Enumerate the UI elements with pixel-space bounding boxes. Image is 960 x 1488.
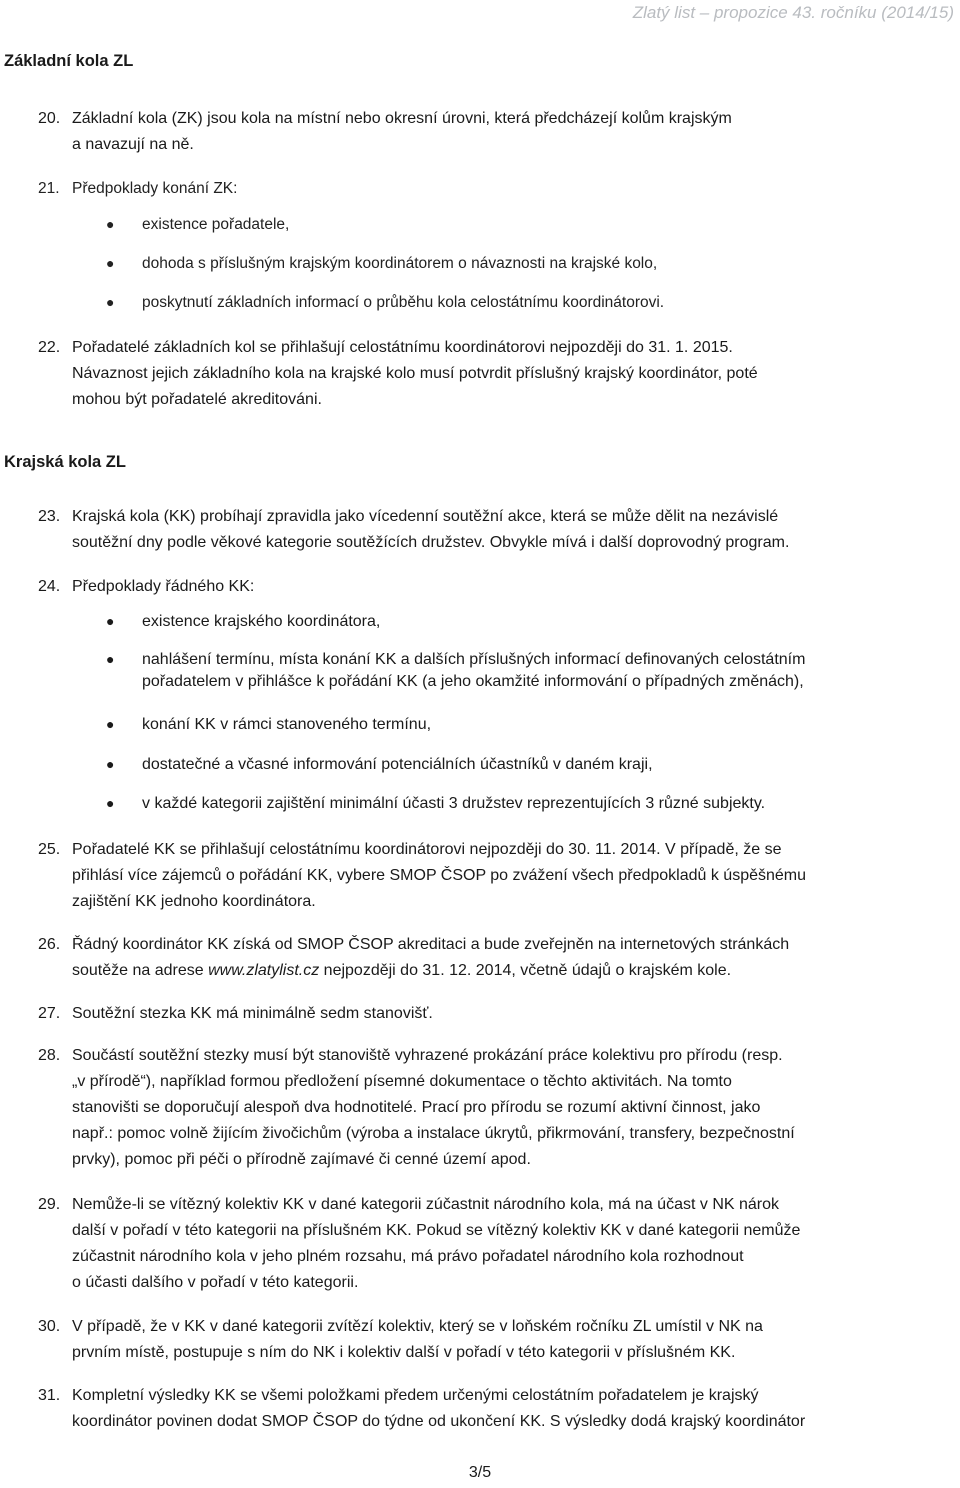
list-item — [106, 651, 805, 695]
bullet-icon: ● — [106, 756, 115, 772]
bullet-icon: ● — [106, 216, 115, 232]
paragraph-line: zúčastnit národního kola v jeho plném rozsahu, má právo pořadatel národního kola rozhodnout — [72, 1248, 744, 1265]
list-item-text: poskytnutí základních informací o průběhu kola celostátnímu koordinátorovi. — [142, 294, 665, 311]
paragraph-25 — [38, 837, 956, 915]
paragraph-line: Kompletní výsledky KK se všemi položkami předem určenými celostátním pořadatelem je krajský — [72, 1387, 759, 1404]
paragraph-line: Návaznost jejich základního kola na krajské kolo musí potvrdit příslušný krajský koordinátor, poté — [72, 365, 758, 382]
paragraph-line: a navazují na ně. — [72, 136, 194, 153]
paragraph-30 — [38, 1314, 956, 1366]
paragraph-line: Předpoklady řádného KK: — [72, 578, 255, 595]
paragraph-line: Nemůže-li se vítězný kolektiv KK v dané kategorii zúčastnit národního kola, má na účast v NK nárok — [72, 1196, 780, 1213]
list-item — [106, 216, 289, 234]
paragraph-22 — [38, 335, 956, 413]
paragraph-number: 25. — [38, 841, 61, 858]
list-item-text: konání KK v rámci stanoveného termínu, — [142, 716, 432, 733]
list-item — [106, 756, 653, 774]
list-item-text: nahlášení termínu, místa konání KK a dalších příslušných informací definovaných celostátním — [142, 651, 806, 668]
list-item — [106, 716, 431, 734]
list-item — [106, 255, 657, 273]
paragraph-number: 21. — [38, 180, 60, 197]
paragraph-29 — [38, 1192, 956, 1296]
paragraph-24 — [38, 574, 956, 600]
section-title-zakladni-kola: Základní kola ZL — [4, 52, 134, 70]
list-item-text: pořadatelem v přihlášce k pořádání KK (a jeho okamžité informování o případných změnách), — [142, 673, 804, 690]
paragraph-28 — [38, 1043, 956, 1173]
paragraph-line: o účasti dalšího v pořadí v této kategorii. — [72, 1274, 359, 1291]
paragraph-number: 22. — [38, 339, 61, 356]
paragraph-line: zajištění KK jednoho koordinátora. — [72, 893, 316, 910]
paragraph-27 — [38, 1001, 956, 1027]
list-item — [106, 613, 380, 631]
bullet-icon: ● — [106, 255, 115, 271]
bullet-icon: ● — [106, 795, 115, 811]
paragraph-number: 23. — [38, 508, 61, 525]
paragraph-line: Soutěžní stezka KK má minimálně sedm stanovišť. — [72, 1005, 433, 1022]
paragraph-31 — [38, 1383, 956, 1435]
paragraph-text: soutěže na adrese — [72, 962, 209, 979]
paragraph-line: Součástí soutěžní stezky musí být stanoviště vyhrazené prokázání práce kolektivu pro přírodu (resp. — [72, 1047, 783, 1064]
paragraph-line: stanovišti se doporučují alespoň dva hodnotitelé. Prací pro přírodu se rozumí aktivní činnost, jako — [72, 1099, 761, 1116]
list-item — [106, 294, 664, 312]
document-header: Zlatý list – propozice 43. ročníku (2014/15) — [632, 3, 954, 22]
list-item-text: dohoda s příslušným krajským koordinátorem o návaznosti na krajské kolo, — [142, 255, 658, 272]
paragraph-line: Řádný koordinátor KK získá od SMOP ČSOP akreditaci a bude zveřejněn na internetových stránkách — [72, 936, 790, 953]
paragraph-line: přihlásí více zájemců o pořádání KK, vybere SMOP ČSOP po zvážení všech předpokladů k úspěšnému — [72, 867, 807, 884]
paragraph-text: nejpozději do 31. 12. 2014, včetně údajů o krajském kole. — [319, 962, 732, 979]
paragraph-number: 31. — [38, 1387, 61, 1404]
paragraph-21 — [38, 176, 956, 202]
paragraph-line: prvky), pomoc při péči o přírodně zajímavé či cenné území apod. — [72, 1151, 531, 1168]
paragraph-line: Krajská kola (KK) probíhají zpravidla jako vícedenní soutěžní akce, která se může dělit na nezávislé — [72, 508, 779, 525]
paragraph-line: prvním místě, postupuje s ním do NK i kolektiv další v pořadí v této kategorii v příslušném KK. — [72, 1344, 736, 1361]
paragraph-line: V případě, že v KK v dané kategorii zvítězí kolektiv, který se v loňském ročníku ZL umístil v NK na — [72, 1318, 763, 1335]
paragraph-line: „v přírodě“), například formou předložení písemné dokumentace o těchto aktivitách. Na tomto — [72, 1073, 732, 1090]
list-item-text: dostatečné a včasné informování potenciálních účastníků v daném kraji, — [142, 756, 653, 773]
paragraph-number: 29. — [38, 1196, 61, 1213]
paragraph-20 — [38, 106, 956, 158]
paragraph-number: 26. — [38, 936, 61, 953]
paragraph-line: Pořadatelé základních kol se přihlašují celostátnímu koordinátorovi nejpozději do 31. 1. 2015. — [72, 339, 733, 356]
list-item-text: existence krajského koordinátora, — [142, 613, 381, 630]
paragraph-number: 28. — [38, 1047, 61, 1064]
paragraph-line: Předpoklady konání ZK: — [72, 180, 238, 197]
list-item-text: v každé kategorii zajištění minimální účasti 3 družstev reprezentujících 3 různé subjekty. — [142, 795, 766, 812]
page-number: 3/5 — [468, 1464, 492, 1481]
bullet-icon: ● — [106, 716, 115, 732]
bullet-icon: ● — [106, 613, 115, 629]
paragraph-line: např.: pomoc volně žijícím živočichům (výroba a instalace úkrytů, přikrmování, transfery, bezpečnostní — [72, 1125, 795, 1142]
paragraph-line: koordinátor povinen dodat SMOP ČSOP do týdne od ukončení KK. S výsledky dodá krajský koordinátor — [72, 1413, 806, 1430]
bullet-icon: ● — [106, 651, 115, 667]
website-link[interactable]: www.zlatylist.cz — [208, 962, 320, 979]
paragraph-23 — [38, 504, 956, 556]
paragraph-line: Pořadatelé KK se přihlašují celostátnímu koordinátorovi nejpozději do 30. 11. 2014. V případě, že se — [72, 841, 782, 858]
list-item — [106, 795, 765, 813]
paragraph-line: Základní kola (ZK) jsou kola na místní nebo okresní úrovni, která předcházejí kolům krajským — [72, 110, 732, 127]
paragraph-26 — [38, 932, 956, 984]
paragraph-number: 27. — [38, 1005, 61, 1022]
bullet-icon: ● — [106, 294, 115, 310]
paragraph-line — [38, 958, 956, 984]
paragraph-line: další v pořadí v této kategorii na příslušném KK. Pokud se vítězný kolektiv KK v dané kategorii nemůže — [72, 1222, 801, 1239]
paragraph-number: 24. — [38, 578, 61, 595]
paragraph-line: soutěžní dny podle věkové kategorie soutěžících družstev. Obvykle mívá i další doprovodný program. — [72, 534, 790, 551]
section-title-krajska-kola: Krajská kola ZL — [4, 453, 126, 471]
list-item-text: existence pořadatele, — [142, 216, 290, 233]
paragraph-number: 20. — [38, 110, 61, 127]
paragraph-number: 30. — [38, 1318, 61, 1335]
paragraph-line: mohou být pořadatelé akreditováni. — [72, 391, 322, 408]
